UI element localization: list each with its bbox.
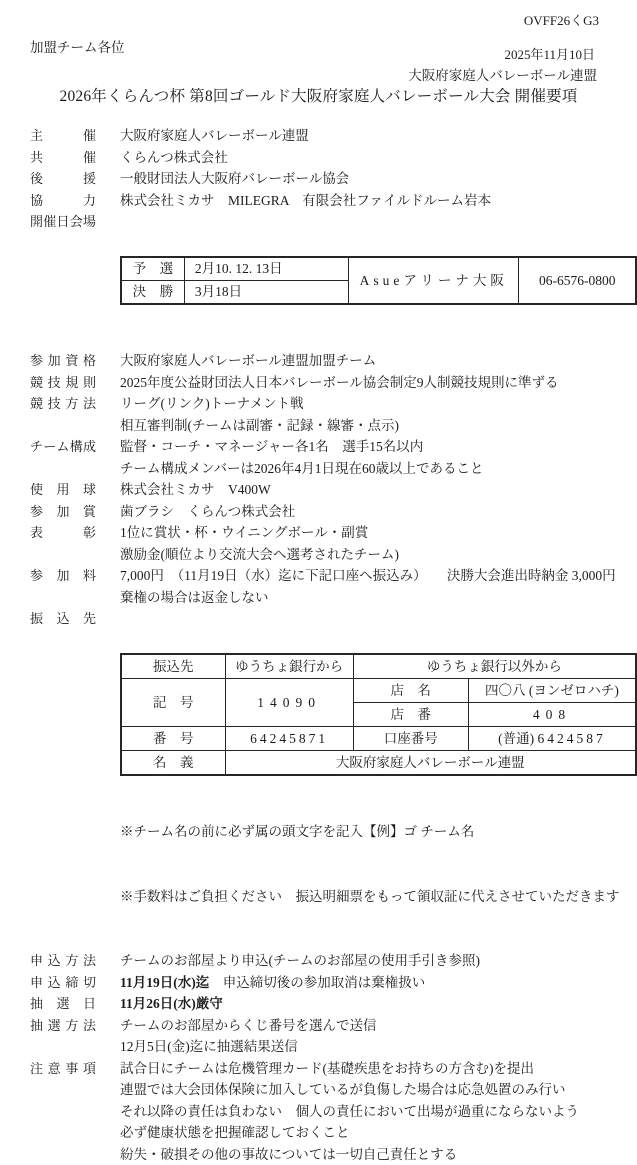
label-char: 日: [56, 211, 69, 233]
doc-row: [0, 1015, 637, 1037]
bank-note-2: ※手数料はご負担ください 振込明細票をもって領収証に代えさせていただきます: [120, 886, 637, 908]
label-char: 格: [83, 350, 96, 372]
bank-table: [120, 653, 637, 776]
label-char: 場: [83, 211, 96, 233]
round-label-cell: 予 選: [121, 257, 184, 281]
label-char: 用: [56, 479, 69, 501]
number-label-cell: 番 号: [121, 727, 225, 751]
label-char: 法: [83, 1015, 96, 1037]
row-label: [30, 950, 96, 972]
label-char: 表: [30, 522, 43, 544]
label-char: 振: [30, 608, 43, 630]
account-label-cell: 口座番号: [353, 727, 468, 751]
round-dates-cell: 2月10. 12. 13日: [184, 257, 348, 281]
venue-phone-cell: 06-6576-0800: [519, 257, 636, 304]
doc-row: [0, 350, 637, 372]
row-text: 株式会社ミカサ MILEGRA 有限会社ファイルドルーム岩本: [120, 190, 491, 212]
row-text: 12月5日(金)迄に抽選結果送信: [120, 1036, 298, 1058]
shop-name-label-cell: 店 名: [353, 679, 468, 703]
row-text: チームのお部屋より申込(チームのお部屋の使用手引き参照): [120, 950, 480, 972]
row-label: [30, 190, 96, 212]
label-char: 参: [30, 350, 43, 372]
label-char: 共: [30, 147, 43, 169]
label-char: 参: [30, 501, 43, 523]
bank-content: [120, 608, 637, 950]
label-char: 込: [48, 972, 61, 994]
label-char: 援: [83, 168, 96, 190]
label-char: 注: [30, 1058, 43, 1080]
schedule-content: [120, 211, 637, 350]
doc-row: [0, 565, 637, 587]
row-label: [30, 350, 96, 372]
bank-from-yucho-cell: ゆうちょ銀行から: [225, 654, 353, 679]
row-text: [120, 993, 223, 1015]
row-text: リーグ(リンク)トーナメント戦: [120, 393, 304, 415]
doc-row: [0, 501, 637, 523]
label-char: 参: [30, 565, 43, 587]
doc-row: [0, 479, 637, 501]
holder-value-cell: 大阪府家庭人バレーボール連盟: [225, 751, 636, 776]
doc-row: [0, 372, 637, 394]
rows-group-c: [0, 950, 637, 1165]
row-text: 歯ブラシ くらんつ株式会社: [120, 501, 295, 523]
doc-row: [0, 436, 637, 458]
row-text: 相互審判制(チームは副審・記録・線審・点示): [120, 415, 399, 437]
account-type: (普通): [498, 731, 537, 746]
doc-row: [0, 1079, 637, 1101]
doc-row: [0, 587, 637, 609]
bank-number-row: [121, 727, 636, 751]
row-text: それ以降の責任は負わない 個人の責任において出場が過重にならないよう: [120, 1101, 579, 1123]
label-char: 規: [65, 372, 78, 394]
doc-row: [0, 147, 637, 169]
label-char: 後: [30, 168, 43, 190]
holder-label-cell: 名 義: [121, 751, 225, 776]
label-char: 申: [30, 972, 43, 994]
row-label: [30, 372, 96, 394]
label-char: 競: [30, 372, 43, 394]
label-char: 日: [83, 993, 96, 1015]
row-label: [30, 522, 96, 544]
round-dates-cell: 3月18日: [184, 281, 348, 305]
label-char: 協: [30, 190, 43, 212]
row-text: 連盟では大会団体保険に加入しているが負傷した場合は応急処置のみ行い: [120, 1079, 566, 1101]
row-text: くらんつ株式会社: [120, 147, 228, 169]
label-char: 主: [30, 125, 43, 147]
label-char: 切: [83, 972, 96, 994]
row-text: 11月19日(水)迄 申込締切後の参加取消は棄権扱い: [120, 972, 425, 994]
row-text: 1位に賞状・杯・ウイニングボール・副賞: [120, 522, 368, 544]
label-char: 賞: [83, 501, 96, 523]
doc-row: [0, 972, 637, 994]
label-char: 成: [83, 436, 96, 458]
label-char: 技: [48, 393, 61, 415]
account-digits: 6424587: [538, 731, 606, 746]
round-label-cell: 決 勝: [121, 281, 184, 305]
row-label: [30, 168, 96, 190]
bank-from-other-cell: ゆうちょ銀行以外から: [353, 654, 636, 679]
label-char: 方: [65, 950, 78, 972]
label-char: 球: [83, 479, 96, 501]
label-char: 申: [30, 950, 43, 972]
label-char: 意: [48, 1058, 61, 1080]
row-label: [30, 479, 96, 501]
label-char: 力: [83, 190, 96, 212]
label-char: 込: [56, 608, 69, 630]
number-value-cell: 64245871: [225, 727, 353, 751]
schedule-table: [120, 256, 637, 305]
doc-row: [0, 1036, 637, 1058]
row-text-bold: 11月19日(水)迄: [120, 975, 209, 990]
shop-no-value-cell: 408: [468, 703, 636, 727]
document-body: [0, 118, 637, 1165]
schedule-row: [0, 211, 637, 350]
row-label: [30, 393, 96, 415]
label-char: 先: [83, 608, 96, 630]
label-char: 選: [56, 993, 69, 1015]
row-text: 紛失・破損その他の事故については一切自己責任とする: [120, 1144, 457, 1165]
doc-row: [0, 544, 637, 566]
label-char: 加: [48, 350, 61, 372]
label-char: 選: [48, 1015, 61, 1037]
recipient-line: 加盟チーム各位: [30, 36, 125, 56]
schedule-row-qualifier: [121, 257, 636, 281]
label-char: 技: [48, 372, 61, 394]
row-text: チーム構成メンバーは2026年4月1日現在60歳以上であること: [120, 458, 484, 480]
doc-row: [0, 1144, 637, 1165]
label-char: 競: [30, 393, 43, 415]
row-text: 株式会社ミカサ V400W: [120, 479, 271, 501]
bank-note-1: ※チーム名の前に必ず属の頭文字を記入【例】ゴ チーム名: [120, 821, 637, 843]
bank-row: [0, 608, 637, 950]
label-char: 抽: [30, 1015, 43, 1037]
label-char: 構: [70, 436, 83, 458]
kigo-label-cell: 記 号: [121, 679, 225, 727]
row-label: [30, 972, 96, 994]
doc-row: [0, 190, 637, 212]
label-char: 項: [83, 1058, 96, 1080]
label-char: ム: [56, 436, 69, 458]
doc-code: OVFF26くG3: [524, 10, 599, 29]
row-text: 7,000円 （11月19日（水）迄に下記口座へ振込み） 決勝大会進出時納金 3,000円: [120, 565, 616, 587]
shop-name-value-cell: 四〇八 (ヨンゼロハチ): [468, 679, 636, 703]
label-char: ー: [43, 436, 56, 458]
row-label: [30, 1058, 96, 1080]
doc-row: [0, 415, 637, 437]
doc-row: [0, 1101, 637, 1123]
doc-row: [0, 1122, 637, 1144]
shop-no-label-cell: 店 番: [353, 703, 468, 727]
label-char: 催: [43, 211, 56, 233]
label-char: 法: [83, 950, 96, 972]
doc-row: [0, 950, 637, 972]
row-text: 一般財団法人大阪府バレーボール協会: [120, 168, 349, 190]
label-char: 催: [83, 147, 96, 169]
rows-group-b: [0, 350, 637, 608]
label-char: 料: [83, 565, 96, 587]
doc-row: [0, 1058, 637, 1080]
row-text: 試合日にチームは危機管理カード(基礎疾患をお持ちの方含む)を提出: [120, 1058, 534, 1080]
row-label: [30, 147, 96, 169]
doc-row: [0, 168, 637, 190]
row-text: 監督・コーチ・マネージャー各1名 選手15名以内: [120, 436, 423, 458]
doc-row: [0, 125, 637, 147]
doc-row: [0, 458, 637, 480]
label-char: 使: [30, 479, 43, 501]
label-char: 方: [65, 393, 78, 415]
issue-date: 2025年11月10日: [504, 44, 595, 63]
label-char: 方: [65, 1015, 78, 1037]
row-text: 大阪府家庭人バレーボール連盟: [120, 125, 309, 147]
label-char: 事: [65, 1058, 78, 1080]
doc-row: [0, 522, 637, 544]
row-text: 大阪府家庭人バレーボール連盟加盟チーム: [120, 350, 376, 372]
label-char: 加: [56, 565, 69, 587]
rows-group-a: [0, 125, 637, 211]
label-char: 開: [30, 211, 43, 233]
doc-row: [0, 393, 637, 415]
label-char: 込: [48, 950, 61, 972]
label-char: 資: [65, 350, 78, 372]
row-text: 2025年度公益財団法人日本バレーボール協会制定9人制競技規則に準ずる: [120, 372, 558, 394]
row-text-bold: 11月26日(水)厳守: [120, 996, 223, 1011]
row-label: [30, 436, 96, 458]
document-title: 2026年くらんつ杯 第8回ゴールド大阪府家庭人バレーボール大会 開催要項: [0, 84, 637, 106]
label-char: 締: [65, 972, 78, 994]
kigo-value-cell: 14090: [225, 679, 353, 727]
row-text: チームのお部屋からくじ番号を選んで送信: [120, 1015, 377, 1037]
label-char: 則: [83, 372, 96, 394]
document-header: [0, 0, 637, 118]
row-label: [30, 993, 96, 1015]
bank-header-row: [121, 654, 636, 679]
doc-row: [0, 993, 637, 1015]
row-label-schedule: [30, 211, 96, 233]
venue-cell: Asueアリーナ大阪: [349, 257, 519, 304]
row-label: [30, 501, 96, 523]
row-label-bank: [30, 608, 96, 630]
label-char: 催: [83, 125, 96, 147]
row-label: [30, 125, 96, 147]
row-text: 棄権の場合は返金しない: [120, 587, 269, 609]
label-char: 加: [56, 501, 69, 523]
row-text: 激励金(順位より交流大会へ選考されたチーム): [120, 544, 399, 566]
row-label: [30, 1015, 96, 1037]
row-label: [30, 565, 96, 587]
issuing-organization: 大阪府家庭人バレーボール連盟: [408, 64, 597, 84]
label-char: 抽: [30, 993, 43, 1015]
label-char: 彰: [83, 522, 96, 544]
account-value-cell: [468, 727, 636, 751]
bank-kigo-row: [121, 679, 636, 703]
label-char: 会: [70, 211, 83, 233]
label-char: チ: [30, 436, 43, 458]
row-text: 必ず健康状態を把握確認しておくこと: [120, 1122, 350, 1144]
label-char: 法: [83, 393, 96, 415]
bank-transfer-to-cell: 振込先: [121, 654, 225, 679]
bank-holder-row: [121, 751, 636, 776]
